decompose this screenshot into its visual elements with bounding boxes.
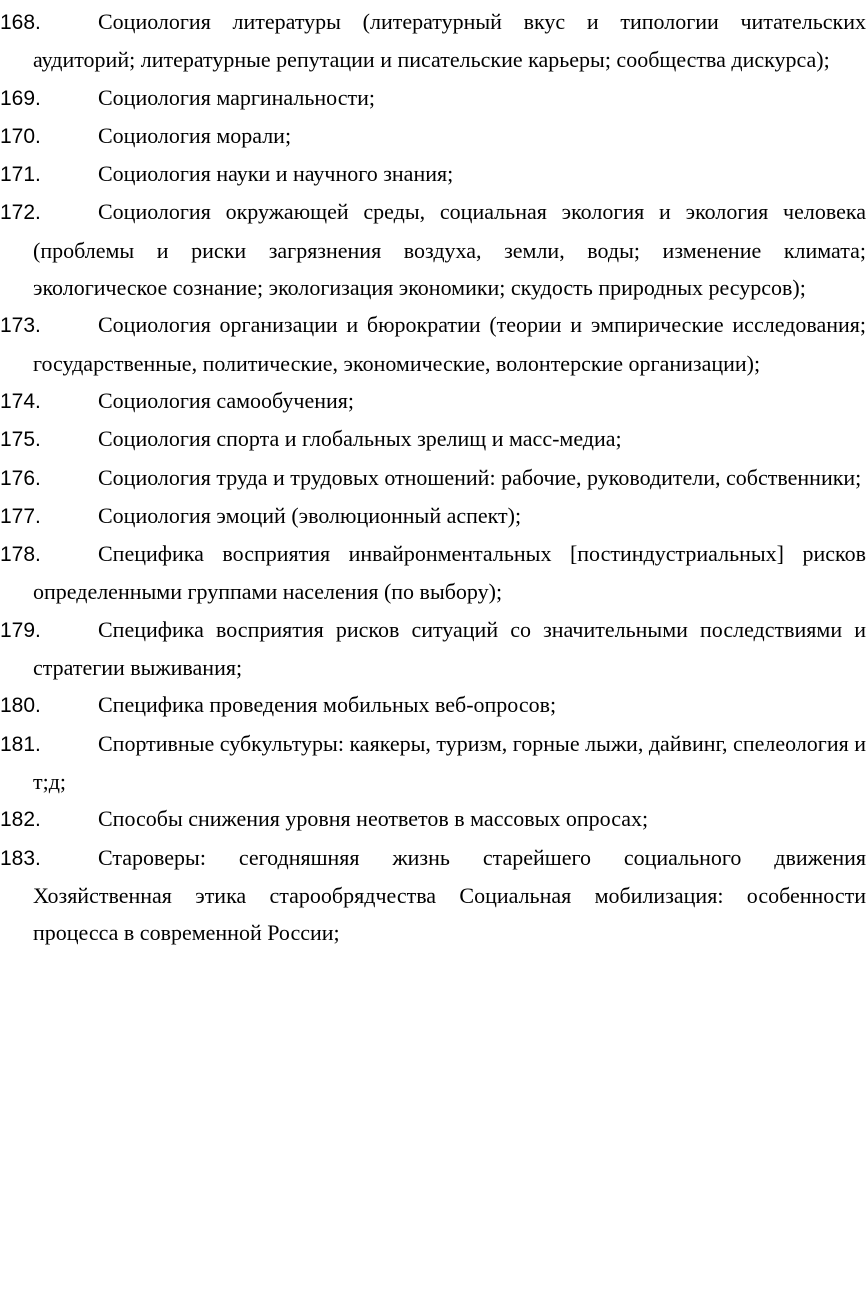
item-number: 183. (0, 846, 41, 870)
item-number: 179. (0, 618, 41, 642)
item-text: Социология труда и трудовых отношений: рабочие, руководители, собственники; (98, 464, 862, 490)
item-text: Социология организации и бюрократии (теории и эмпирические исследования; государственные, политические, экономические, волонтерские организации); (33, 312, 866, 376)
list-item (0, 306, 866, 382)
list-item (0, 725, 866, 801)
item-text: Способы снижения уровня неответов в массовых опросах; (98, 806, 649, 832)
list-item (0, 420, 866, 458)
item-number: 168. (0, 11, 41, 34)
list-item (0, 611, 866, 687)
item-number: 169. (0, 86, 41, 110)
item-text: Социология литературы (литературный вкус и типологии читательских аудиторий; литературные репутации и писательские карьеры; сообщества дискурса); (33, 9, 866, 73)
item-number: 174. (0, 389, 41, 413)
item-text: Специфика восприятия инвайронментальных [постиндустриальных] рисков определенными группами населения (по выбору); (33, 541, 866, 605)
list-item (0, 193, 866, 306)
item-text: Социология эмоций (эволюционный аспект); (98, 502, 522, 528)
item-text: Специфика проведения мобильных веб-опросов; (98, 692, 557, 718)
item-text: Социология маргинальности; (98, 84, 375, 110)
list-item (0, 459, 866, 497)
item-number: 175. (0, 428, 41, 452)
item-number: 171. (0, 163, 41, 187)
list-item (0, 497, 866, 535)
item-number: 170. (0, 124, 41, 148)
item-number: 178. (0, 543, 41, 567)
item-number: 173. (0, 314, 41, 338)
item-text: Социология окружающей среды, социальная экология и экология человека (проблемы и риски загрязнения воздуха, земли, воды; изменение климата; экологическое сознание; экологизация экономики; скудость природных ресурсов); (33, 199, 866, 301)
item-number: 181. (0, 732, 41, 756)
item-text: Староверы: сегодняшняя жизнь старейшего социального движения Хозяйственная этика старообрядчества Социальная мобилизация: особенности процесса в современной России; (33, 844, 866, 946)
list-item (0, 79, 866, 117)
list-item (0, 117, 866, 155)
list-item (0, 535, 866, 611)
item-text: Социология морали; (98, 122, 292, 148)
list-item (0, 686, 866, 724)
item-text: Социология самообучения; (98, 387, 355, 413)
item-text: Спортивные субкультуры: каякеры, туризм, горные лыжи, дайвинг, спелеология и т;д; (33, 730, 866, 794)
item-text: Социология спорта и глобальных зрелищ и масс-медиа; (98, 426, 622, 452)
list-item (0, 839, 866, 952)
item-number: 176. (0, 466, 41, 490)
list-item (0, 3, 866, 79)
item-number: 182. (0, 808, 41, 832)
item-text: Специфика восприятия рисков ситуаций со значительными последствиями и стратегии выживания; (33, 616, 866, 681)
list-item (0, 382, 866, 420)
item-number: 177. (0, 504, 41, 528)
item-number: 172. (0, 201, 41, 225)
list-item (0, 155, 866, 193)
list-item (0, 800, 866, 838)
item-text: Социология науки и научного знания; (98, 161, 454, 187)
item-number: 180. (0, 694, 41, 718)
